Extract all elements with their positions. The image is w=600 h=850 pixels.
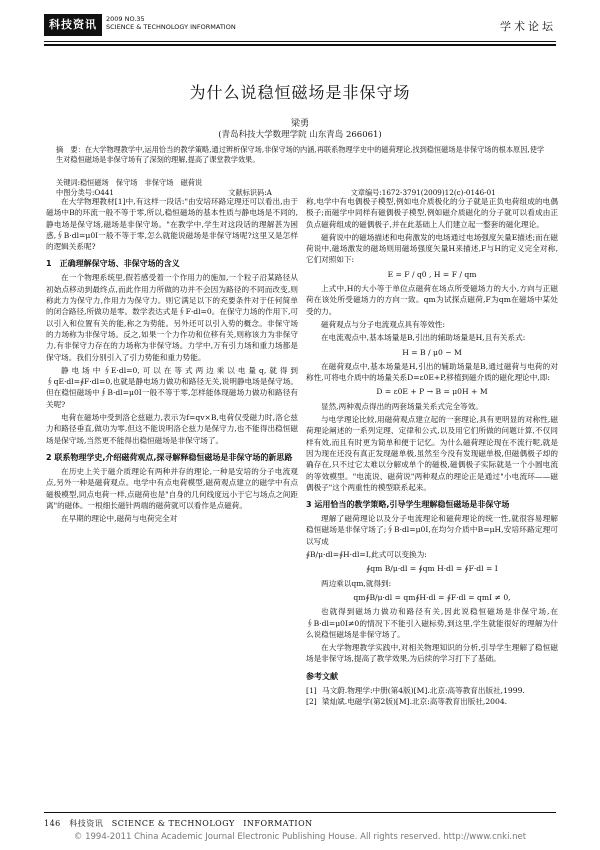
author-name: 梁勇 (290, 119, 309, 129)
clc-number: 中图分类号:O441 (56, 188, 114, 197)
journal-english-name: SCIENCE & TECHNOLOGY INFORMATION (106, 23, 236, 31)
paragraph: 在早期的理论中,磁荷与电荷完全对 (61, 514, 178, 524)
keywords: 关键词:稳恒磁场 保守场 非保守场 磁荷说 (56, 178, 203, 187)
references-heading: 参考文献 (306, 671, 338, 681)
right-column (306, 196, 558, 707)
paragraph: 磁荷观点与分子电流观点具有等效性: (321, 319, 446, 329)
paragraph: 在历史上关于磁介质理论有两种并存的理论,一种是安培的分子电流观点,另外一种是磁荷观点。电学中有点电荷模型,磁荷观点建立的磁学中有点磁极模型,同点电荷一样,点磁荷也是"自身的几何线度远小于它与场点之间距离"的磁体。一根细长磁针两端的磁荷就可以看作是点磁荷。 (46, 466, 298, 510)
section-heading: 2 联系物理学史,介绍磁荷观点,探寻解释稳恒磁场是非保守场的新思路 (46, 452, 293, 462)
journal-logo: 科技资讯 (44, 14, 102, 36)
article-number: 文章编号:1672-3791(2009)12(c)-0146-01 (350, 188, 496, 197)
paragraph: 静电场中∮E·dl=0,可以在等式两边乘以电量q,就得到∮qE·dl=∮F·dl=0,也就是静电场力做功和路径无关,说明静电场是保守场。但在稳恒磁场中∮B·dl=μ0I一般不等于零,怎样能体现磁场力做功和路径有关呢? (46, 365, 298, 409)
equation: H = B / μ0 − M (402, 347, 462, 357)
paragraph: 上式中,H的大小等于单位点磁荷在场点所受磁场力的大小,方向与正磁荷在该处所受磁场力的方向一致。qm为试探点磁荷,F为qm在磁场中某处受的力。 (306, 284, 558, 316)
masthead (44, 14, 556, 40)
reference-item: [2] 梁灿斌.电磁学(第2版)[M].北京:高等教育出版社,2004. (306, 696, 508, 706)
left-column (46, 196, 298, 526)
section-label: 学术论坛 (500, 20, 556, 33)
page-footer: 146 科技资讯 SCIENCE & TECHNOLOGY INFORMATION (44, 819, 313, 828)
article-meta (56, 178, 546, 198)
reference-item: [1] 马文蔚.物理学:中册(第4版)[M].北京:高等教育出版社,1999. (306, 685, 525, 695)
paragraph: 在大学物理教材[1]中,有这样一段话:"由安培环路定理还可以看出,由于磁场中B的环流一般不等于零,所以,稳恒磁场的基本性质与静电场是不同的,静电场是保守场,磁场是非保守场。"在教学中,学生对这段话的理解甚为困惑,∮B·dl=μ0I一般不等于零,怎么就能说磁场是非保守场呢?这里又是怎样的逻辑关系呢? (46, 197, 298, 252)
equation: qm∮B/μ·dl = qm∮H·dl = ∮F·dl = qmI ≠ 0, (353, 592, 511, 602)
paragraph: 两边乘以qm,就得到: (321, 578, 392, 588)
paragraph: 在磁荷观点中,基本场量是H,引出的辅助场量是B,通过磁荷与电荷的对称性,可将电介质中的场量关系D=ε0E+P,移植到磁介质的磁化理论中,即: (306, 361, 558, 383)
footer-rule (44, 812, 556, 813)
paragraph: 在大学物理教学实践中,对相关物理知识的分析,引导学生理解了稳恒磁场是非保守场,提高了教学效果,为后续的学习打下了基础。 (306, 643, 558, 664)
paragraph: 显然,两种观点得出的两套场量关系式完全等效。 (321, 401, 483, 411)
issue-info (106, 15, 236, 31)
paragraph: 在一个物理系统里,假若感受着一个作用力的施加,一个粒子沿某路径从初始点移动到最终点,而此作用力所做的功并不会因为路径的不同而改变,则称此力为保守力,作用力为保守力。则它满足以下的充要条件对于任何简单的闭合路径,所做功是零。数学表达式是∮F·dl=0。在保守力场的作用下,可以引入和位置有关的能,称之为势能。另外还可以引入势的概念。非保守场的力场称为非保守场。反之,如果一个力作功和位移有关,则称该力为非保守力,有非保守力存在的力场称为非保守场。力学中,万有引力场和重力场都是保守场。我们分别引入了引力势能和重力势能。 (46, 273, 298, 362)
paragraph: 电荷在磁场中受到洛仑兹磁力,表示为f=qv×B,电荷仅受磁力时,洛仑兹力和路径垂直,做功为零,但这不能说明洛仑兹力是保守力,也不能得出稳恒磁场是保守场,当然更不能得出稳恒磁场是非保守场了。 (46, 413, 298, 445)
paragraph: 也就得到磁场力做功和路径有关,因此说稳恒磁场是非保守场,在∮B·dl=μ0I≠0的情况下不能引入磁标势,到这里,学生就能很好的理解为什么说稳恒磁场是非保守场了。 (306, 607, 558, 639)
section-heading: 1 正确理解保守场、非保守场的含义 (46, 259, 180, 269)
paragraph: ∮B/μ·dl=∮H·dl=I,此式可以变换为: (306, 550, 427, 560)
abstract: 摘 要：在大学物理教学中,运用恰当的教学策略,通过辨析保守场,非保守场的内涵,再联系物理学史中的磁荷理论,找到稳恒磁场是非保守场的根本原因,使学生对稳恒磁场是非保守场有了深刻的理解,提高了课堂教学效果。 (56, 145, 545, 164)
header-rule-thick (44, 44, 556, 46)
document-code: 文献标识码:A (228, 188, 272, 197)
equation: ∮qm B/μ·dl = ∮qm H·dl = ∮F·dl = I (366, 564, 498, 574)
issue-number: 2009 NO.35 (106, 15, 145, 23)
equation: D = ε0E + P → B = μ0H + M (376, 387, 488, 397)
article-title: 为什么说稳恒磁场是非保守场 (189, 83, 411, 102)
header-rule (44, 41, 556, 42)
copyright-notice: © 1994-2011 China Academic Journal Electronic Publishing House. All rights reserved. http://www.cnki.net (73, 832, 527, 842)
author-affiliation: (青岛科技大学数理学院 山东青岛 266061) (218, 130, 382, 140)
paragraph: 磁荷说中的磁场描述和电荷激发的电场通过电场强度矢量E描述;而在磁荷说中,磁场激发的磁场则用磁场强度矢量H来描述,F与H的定义完全对称,它们对照如下: (306, 232, 558, 265)
paragraph: 在电流观点中,基本场量是B,引出的辅助场量是H,且有关系式: (321, 333, 526, 343)
paragraph: 称,电学中有电偶极子模型,例如电介质极化的分子就是正负电荷组成的电偶极子;而磁学中同样有磁偶极子模型,例如磁介质磁化的分子就可以看成由正负点磁荷组成的磁偶极子,并在此基础上人们建立起一整套的磁化理论。 (306, 197, 558, 229)
section-heading: 3 运用恰当的教学策略,引导学生理解稳恒磁场是非保守场 (306, 500, 510, 510)
paragraph: 与电学理论比较,用磁荷观点建立起的一套理论,具有更明显的对称性,磁荷理论阐述的一系列定理、定律和公式,以及用它们所做的问题计算,不仅同样有效,而且有时更为简单和便于记忆。为什么磁荷理论现在不流行呢,就是因为现在还没有真正发现磁单极,虽然至今没有发现磁单极,但磁偶极子却的确存在,只不过它太难以分解成单个的磁极,磁偶极子实际就是一个小圆电流的等效模型。"电流说、磁荷说"两种观点的理论正是通过"小电流环——磁偶极子"这个两重性的模型联系起来。 (306, 415, 558, 492)
paragraph: 理解了磁荷理论以及分子电流理论和磁荷理论的统一性,就很容易理解稳恒磁场是非保守场了;∮B·dl=μ0I,在均匀介质中B=μH,安培环路定理可以写成 (306, 514, 558, 546)
equation: E = F / q0 , H = F / qm (387, 269, 477, 279)
